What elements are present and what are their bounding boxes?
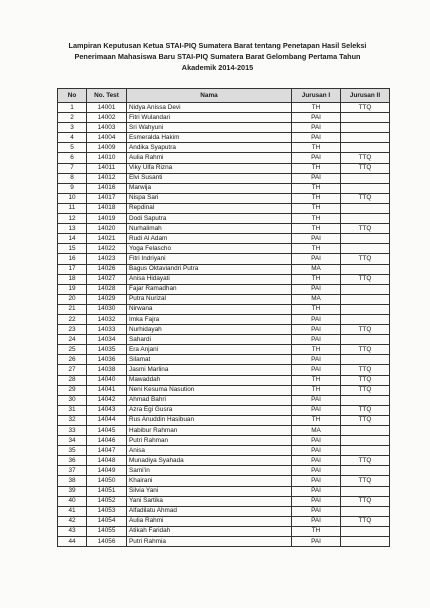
cell-no-test: 14033	[87, 325, 127, 335]
table-row	[58, 143, 390, 153]
cell-jurusan-2: TTQ	[341, 224, 390, 234]
cell-no-test: 14029	[87, 294, 127, 304]
cell-no: 19	[58, 284, 87, 294]
cell-nama: Rudi Al Adam	[127, 234, 292, 244]
cell-jurusan-1: PAI	[292, 506, 341, 516]
cell-no: 20	[58, 294, 87, 304]
cell-nama: Munadiya Syahada	[127, 456, 292, 466]
cell-no: 2	[58, 113, 87, 123]
cell-no-test: 14009	[87, 143, 127, 153]
table-row	[58, 214, 390, 224]
cell-jurusan-1: PAI	[292, 123, 341, 133]
cell-nama: Atikah Faridah	[127, 526, 292, 536]
cell-no-test: 14019	[87, 214, 127, 224]
cell-nama: Anisa Hidayati	[127, 274, 292, 284]
table-row	[58, 405, 390, 415]
cell-nama: Yani Sartika	[127, 496, 292, 506]
cell-jurusan-1: MA	[292, 294, 341, 304]
table-row	[58, 103, 390, 113]
cell-no: 39	[58, 486, 87, 496]
title-line: Lampiran Keputusan Ketua STAI-PIQ Sumatera Barat tentang Penetapan Hasil Seleksi	[68, 41, 367, 50]
table-row	[58, 234, 390, 244]
cell-no: 38	[58, 476, 87, 486]
cell-nama: Esmeralda Hakim	[127, 133, 292, 143]
cell-jurusan-1: TH	[292, 193, 341, 203]
cell-no-test: 14054	[87, 516, 127, 526]
table-row	[58, 163, 390, 173]
cell-nama: Sahardi	[127, 335, 292, 345]
table-row	[58, 224, 390, 234]
cell-jurusan-2: TTQ	[341, 103, 390, 113]
cell-no: 42	[58, 516, 87, 526]
table-row	[58, 244, 390, 254]
document-title	[40, 40, 395, 73]
cell-jurusan-2: TTQ	[341, 325, 390, 335]
cell-nama: Nirwana	[127, 304, 292, 314]
cell-nama: Putra Nurizal	[127, 294, 292, 304]
cell-jurusan-2	[341, 183, 390, 193]
cell-no: 33	[58, 426, 87, 436]
table-row	[58, 456, 390, 466]
cell-jurusan-1: TH	[292, 103, 341, 113]
cell-jurusan-2: TTQ	[341, 476, 390, 486]
cell-no-test: 14016	[87, 183, 127, 193]
table-row	[58, 314, 390, 324]
cell-jurusan-2	[341, 123, 390, 133]
cell-no-test: 14004	[87, 133, 127, 143]
cell-jurusan-2	[341, 214, 390, 224]
cell-no-test: 14027	[87, 274, 127, 284]
cell-no-test: 14034	[87, 335, 127, 345]
cell-jurusan-2	[341, 506, 390, 516]
cell-nama: Ahmad Bahri	[127, 395, 292, 405]
table-row	[58, 355, 390, 365]
cell-no-test: 14032	[87, 314, 127, 324]
table-row	[58, 516, 390, 526]
cell-jurusan-1: TH	[292, 375, 341, 385]
cell-no: 37	[58, 466, 87, 476]
table-row	[58, 537, 390, 547]
cell-jurusan-2: TTQ	[341, 496, 390, 506]
cell-no: 44	[58, 537, 87, 547]
cell-no-test: 14053	[87, 506, 127, 516]
cell-jurusan-2: TTQ	[341, 365, 390, 375]
table-row	[58, 284, 390, 294]
cell-nama: Neni Kesuma Nasution	[127, 385, 292, 395]
cell-no-test: 14048	[87, 456, 127, 466]
cell-no-test: 14021	[87, 234, 127, 244]
cell-no: 23	[58, 325, 87, 335]
cell-nama: Imka Fajra	[127, 314, 292, 324]
cell-nama: Era Anjani	[127, 345, 292, 355]
cell-nama: Repdinal	[127, 203, 292, 213]
cell-no-test: 14047	[87, 446, 127, 456]
table-body	[58, 103, 390, 547]
cell-jurusan-2: TTQ	[341, 274, 390, 284]
cell-jurusan-2	[341, 133, 390, 143]
cell-jurusan-1: PAI	[292, 456, 341, 466]
table-row	[58, 113, 390, 123]
cell-jurusan-1: PAI	[292, 113, 341, 123]
table-row	[58, 193, 390, 203]
cell-no: 41	[58, 506, 87, 516]
cell-no-test: 14030	[87, 304, 127, 314]
header-jurusan-2: Jurusan II	[341, 89, 390, 103]
cell-no: 36	[58, 456, 87, 466]
cell-no-test: 14042	[87, 395, 127, 405]
cell-jurusan-1: TH	[292, 526, 341, 536]
cell-jurusan-2: TTQ	[341, 254, 390, 264]
cell-no: 22	[58, 314, 87, 324]
table-row	[58, 486, 390, 496]
cell-jurusan-2	[341, 203, 390, 213]
cell-nama: Mawaddah	[127, 375, 292, 385]
cell-jurusan-1: TH	[292, 385, 341, 395]
cell-jurusan-2	[341, 244, 390, 254]
cell-nama: Dodi Saputra	[127, 214, 292, 224]
cell-no-test: 14011	[87, 163, 127, 173]
cell-jurusan-1: PAI	[292, 516, 341, 526]
cell-jurusan-2	[341, 526, 390, 536]
cell-jurusan-1: PAI	[292, 355, 341, 365]
table-row	[58, 526, 390, 536]
cell-jurusan-2	[341, 446, 390, 456]
cell-nama: Elvi Susanti	[127, 173, 292, 183]
cell-jurusan-1: PAI	[292, 395, 341, 405]
cell-no-test: 14010	[87, 153, 127, 163]
cell-nama: Nurhidayah	[127, 325, 292, 335]
table-row	[58, 153, 390, 163]
cell-no: 27	[58, 365, 87, 375]
table-row	[58, 345, 390, 355]
table-row	[58, 395, 390, 405]
cell-no-test: 14052	[87, 496, 127, 506]
cell-nama: Azra Egi Gusra	[127, 405, 292, 415]
cell-jurusan-2	[341, 113, 390, 123]
cell-no-test: 14050	[87, 476, 127, 486]
table-row	[58, 304, 390, 314]
cell-nama: Fajar Ramadhan	[127, 284, 292, 294]
cell-jurusan-1: PAI	[292, 173, 341, 183]
cell-jurusan-1: TH	[292, 203, 341, 213]
cell-jurusan-1: PAI	[292, 476, 341, 486]
cell-jurusan-2: TTQ	[341, 375, 390, 385]
cell-no: 15	[58, 244, 87, 254]
cell-no: 18	[58, 274, 87, 284]
cell-jurusan-2	[341, 314, 390, 324]
table-row	[58, 375, 390, 385]
cell-no: 17	[58, 264, 87, 274]
table-row	[58, 446, 390, 456]
cell-jurusan-1: PAI	[292, 325, 341, 335]
header-jurusan-1: Jurusan I	[292, 89, 341, 103]
cell-no: 25	[58, 345, 87, 355]
cell-nama: Fitri Indriyani	[127, 254, 292, 264]
cell-jurusan-1: PAI	[292, 335, 341, 345]
cell-jurusan-1: PAI	[292, 133, 341, 143]
cell-jurusan-2	[341, 436, 390, 446]
cell-jurusan-2: TTQ	[341, 385, 390, 395]
cell-nama: Alfadilatu Ahmad	[127, 506, 292, 516]
cell-no: 13	[58, 224, 87, 234]
cell-nama: Viky Ulfa Rizna	[127, 163, 292, 173]
cell-nama: Aulia Rahmi	[127, 153, 292, 163]
cell-nama: Nispa Sari	[127, 193, 292, 203]
cell-no: 34	[58, 436, 87, 446]
cell-no-test: 14046	[87, 436, 127, 446]
header-nama: Nama	[127, 89, 292, 103]
table-row	[58, 133, 390, 143]
cell-jurusan-2	[341, 304, 390, 314]
cell-no: 9	[58, 183, 87, 193]
cell-no: 3	[58, 123, 87, 133]
cell-nama: Bagus Oktaviandri Putra	[127, 264, 292, 274]
cell-jurusan-1: MA	[292, 426, 341, 436]
cell-no-test: 14001	[87, 103, 127, 113]
cell-jurusan-1: MA	[292, 264, 341, 274]
cell-no: 32	[58, 415, 87, 425]
cell-no: 1	[58, 103, 87, 113]
cell-jurusan-1: TH	[292, 415, 341, 425]
cell-nama: Sami'in	[127, 466, 292, 476]
cell-nama: Habibur Rahman	[127, 426, 292, 436]
cell-no: 31	[58, 405, 87, 415]
cell-jurusan-1: PAI	[292, 314, 341, 324]
table-row	[58, 264, 390, 274]
cell-jurusan-2: TTQ	[341, 456, 390, 466]
cell-jurusan-1: PAI	[292, 496, 341, 506]
title-line: Akademik 2014-2015	[181, 63, 254, 72]
cell-jurusan-1: TH	[292, 274, 341, 284]
cell-no: 10	[58, 193, 87, 203]
title-line: Penerimaan Mahasiswa Baru STAI-PIQ Sumatera Barat Gelombang Pertama Tahun	[74, 52, 361, 61]
cell-no: 21	[58, 304, 87, 314]
table-row	[58, 325, 390, 335]
cell-nama: Silvia Yani	[127, 486, 292, 496]
cell-jurusan-2	[341, 486, 390, 496]
cell-nama: Nidya Anissa Devi	[127, 103, 292, 113]
cell-nama: Putri Rahman	[127, 436, 292, 446]
selection-results-table	[57, 88, 390, 547]
cell-nama: Silamat	[127, 355, 292, 365]
cell-jurusan-1: PAI	[292, 153, 341, 163]
table-row	[58, 123, 390, 133]
cell-jurusan-2: TTQ	[341, 345, 390, 355]
cell-no-test: 14051	[87, 486, 127, 496]
table-row	[58, 294, 390, 304]
cell-jurusan-1: TH	[292, 304, 341, 314]
table-row	[58, 466, 390, 476]
cell-no-test: 14049	[87, 466, 127, 476]
cell-nama: Marwija	[127, 183, 292, 193]
cell-no: 40	[58, 496, 87, 506]
cell-no: 7	[58, 163, 87, 173]
table-row	[58, 173, 390, 183]
cell-nama: Sri Wahyuni	[127, 123, 292, 133]
cell-nama: Anisa	[127, 446, 292, 456]
cell-no-test: 14056	[87, 537, 127, 547]
cell-jurusan-1: TH	[292, 183, 341, 193]
cell-jurusan-2	[341, 294, 390, 304]
cell-jurusan-1: PAI	[292, 436, 341, 446]
cell-jurusan-1: PAI	[292, 234, 341, 244]
cell-jurusan-2	[341, 537, 390, 547]
cell-no-test: 14035	[87, 345, 127, 355]
cell-no-test: 14012	[87, 173, 127, 183]
cell-no: 29	[58, 385, 87, 395]
cell-jurusan-2	[341, 143, 390, 153]
cell-no-test: 14040	[87, 375, 127, 385]
table-header-row	[58, 89, 390, 103]
cell-jurusan-2	[341, 284, 390, 294]
table-row	[58, 436, 390, 446]
table-row	[58, 426, 390, 436]
cell-no: 6	[58, 153, 87, 163]
cell-jurusan-2: TTQ	[341, 516, 390, 526]
cell-nama: Yoga Felascho	[127, 244, 292, 254]
cell-no-test: 14055	[87, 526, 127, 536]
cell-jurusan-1: PAI	[292, 405, 341, 415]
cell-no-test: 14023	[87, 254, 127, 264]
table-row	[58, 183, 390, 193]
cell-no-test: 14043	[87, 405, 127, 415]
cell-jurusan-1: TH	[292, 244, 341, 254]
cell-no: 14	[58, 234, 87, 244]
cell-no-test: 14017	[87, 193, 127, 203]
cell-jurusan-2	[341, 264, 390, 274]
cell-jurusan-1: PAI	[292, 486, 341, 496]
cell-jurusan-1: PAI	[292, 446, 341, 456]
cell-no: 12	[58, 214, 87, 224]
cell-jurusan-1: PAI	[292, 365, 341, 375]
table-row	[58, 274, 390, 284]
cell-jurusan-2	[341, 234, 390, 244]
cell-no: 28	[58, 375, 87, 385]
cell-jurusan-1: PAI	[292, 284, 341, 294]
cell-no-test: 14002	[87, 113, 127, 123]
cell-nama: Nurhalimah	[127, 224, 292, 234]
cell-jurusan-2: TTQ	[341, 163, 390, 173]
cell-no-test: 14038	[87, 365, 127, 375]
table-row	[58, 365, 390, 375]
cell-jurusan-2	[341, 466, 390, 476]
cell-no: 5	[58, 143, 87, 153]
cell-jurusan-1: PAI	[292, 537, 341, 547]
cell-no: 4	[58, 133, 87, 143]
cell-no-test: 14026	[87, 264, 127, 274]
cell-no-test: 14020	[87, 224, 127, 234]
cell-nama: Aulia Rahmi	[127, 516, 292, 526]
cell-jurusan-2	[341, 355, 390, 365]
table-row	[58, 496, 390, 506]
table-row	[58, 203, 390, 213]
cell-nama: Fitri Wulandari	[127, 113, 292, 123]
table-row	[58, 385, 390, 395]
cell-jurusan-1: TH	[292, 214, 341, 224]
cell-no: 26	[58, 355, 87, 365]
cell-nama: Andika Syaputra	[127, 143, 292, 153]
cell-nama: Putri Rahmia	[127, 537, 292, 547]
header-no: No	[58, 89, 87, 103]
table-row	[58, 335, 390, 345]
cell-no: 24	[58, 335, 87, 345]
cell-no: 30	[58, 395, 87, 405]
cell-no-test: 14045	[87, 426, 127, 436]
cell-jurusan-1: TH	[292, 345, 341, 355]
cell-no-test: 14041	[87, 385, 127, 395]
cell-jurusan-2: TTQ	[341, 405, 390, 415]
cell-no: 11	[58, 203, 87, 213]
table-row	[58, 476, 390, 486]
table-row	[58, 506, 390, 516]
header-no-test: No. Test	[87, 89, 127, 103]
cell-no-test: 14022	[87, 244, 127, 254]
cell-jurusan-2	[341, 426, 390, 436]
cell-jurusan-1: PAI	[292, 466, 341, 476]
cell-jurusan-1: TH	[292, 224, 341, 234]
cell-jurusan-1: TH	[292, 143, 341, 153]
cell-jurusan-2	[341, 335, 390, 345]
table-row	[58, 254, 390, 264]
cell-jurusan-1: TH	[292, 163, 341, 173]
cell-jurusan-1: PAI	[292, 254, 341, 264]
cell-no-test: 14036	[87, 355, 127, 365]
cell-nama: Rus Anuddin Hasibuan	[127, 415, 292, 425]
cell-no: 8	[58, 173, 87, 183]
cell-no-test: 14018	[87, 203, 127, 213]
table-row	[58, 415, 390, 425]
cell-no-test: 14044	[87, 415, 127, 425]
cell-no-test: 14003	[87, 123, 127, 133]
cell-jurusan-2: TTQ	[341, 193, 390, 203]
cell-nama: Jasmi Marlina	[127, 365, 292, 375]
cell-no: 16	[58, 254, 87, 264]
cell-no-test: 14028	[87, 284, 127, 294]
cell-jurusan-2: TTQ	[341, 415, 390, 425]
cell-jurusan-2: TTQ	[341, 153, 390, 163]
cell-jurusan-2	[341, 395, 390, 405]
cell-no: 43	[58, 526, 87, 536]
cell-no: 35	[58, 446, 87, 456]
cell-nama: Khairani	[127, 476, 292, 486]
cell-jurusan-2	[341, 173, 390, 183]
